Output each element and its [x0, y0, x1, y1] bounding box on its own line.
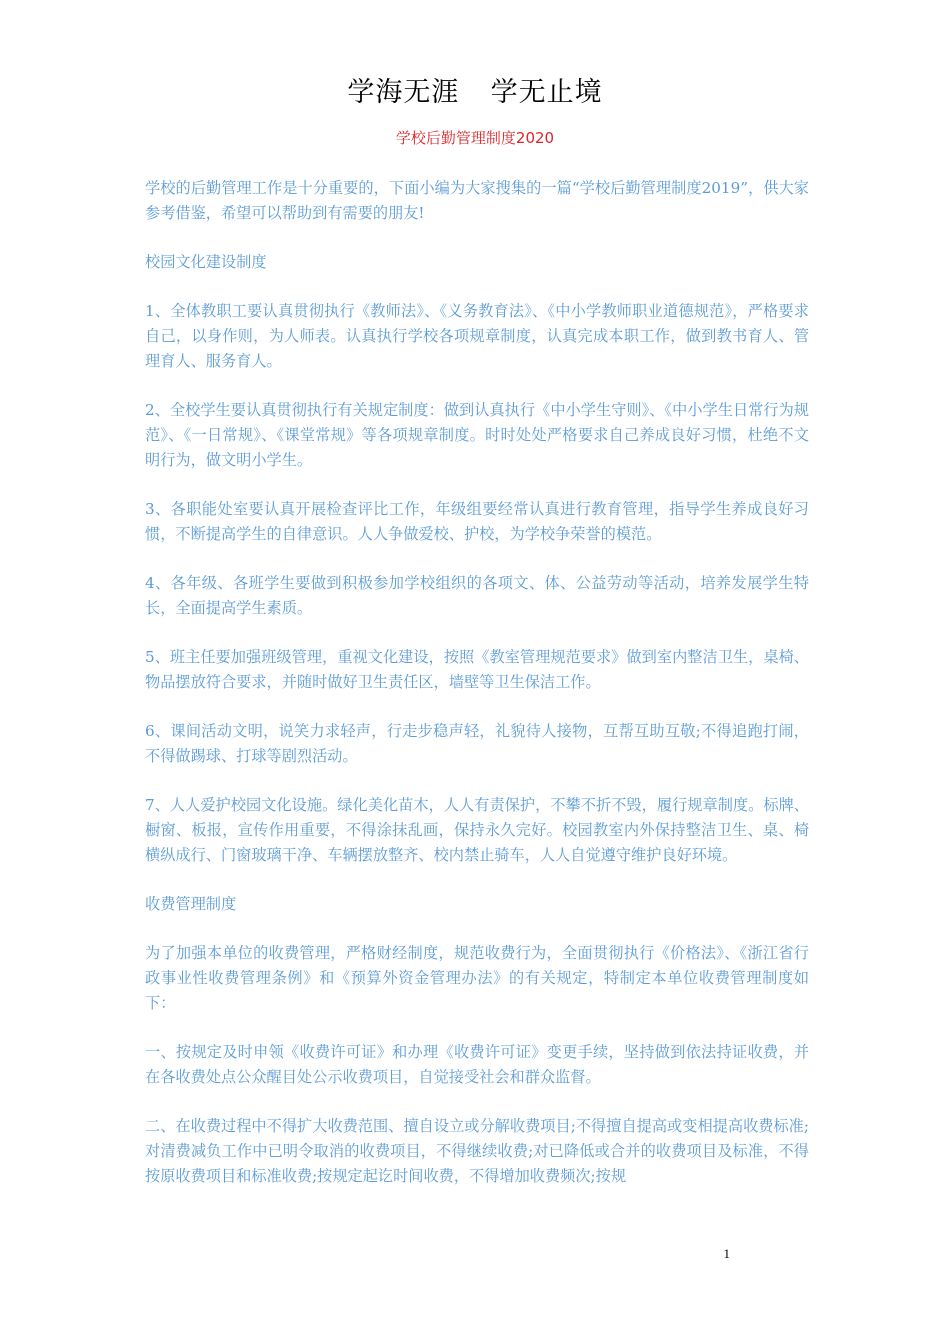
page-header-motto: 学海无涯 学无止境 [347, 77, 603, 108]
paragraph-fee-rule-2: 二、在收费过程中不得扩大收费范围、擅自设立或分解收费项目;不得擅自提高或变相提高收费标准;对清费减负工作中已明令取消的收费项目，不得继续收费;对已降低或合并的收费项目及标准，不得按原收费项目和标准收费;按规定起讫时间收费，不得增加收费频次;按规 [145, 1117, 809, 1185]
document-body [145, 176, 809, 1213]
paragraph-item-5: 5、班主任要加强班级管理，重视文化建设，按照《教室管理规范要求》做到室内整洁卫生，桌椅、物品摆放符合要求，并随时做好卫生责任区，墙壁等卫生保洁工作。 [145, 648, 809, 691]
paragraph-item-1: 1、全体教职工要认真贯彻执行《教师法》、《义务教育法》、《中小学教师职业道德规范》，严格要求自己，以身作则，为人师表。认真执行学校各项规章制度，认真完成本职工作，做到教书育人、管理育人、服务育人。 [145, 302, 809, 370]
paragraph-item-6: 6、课间活动文明，说笑力求轻声，行走步稳声轻，礼貌待人接物，互帮互助互敬;不得追跑打闹，不得做踢球、打球等剧烈活动。 [145, 722, 809, 765]
section-heading-fee-management: 收费管理制度 [145, 895, 237, 913]
paragraph-fee-rule-1: 一、按规定及时申领《收费许可证》和办理《收费许可证》变更手续，坚持做到依法持证收费，并在各收费处点公众醒目处公示收费项目，自觉接受社会和群众监督。 [145, 1043, 809, 1086]
paragraph-item-4: 4、各年级、各班学生要做到积极参加学校组织的各项文、体、公益劳动等活动，培养发展学生特长，全面提高学生素质。 [145, 574, 809, 617]
section-heading-campus-culture: 校园文化建设制度 [145, 253, 267, 271]
paragraph-fee-intro: 为了加强本单位的收费管理，严格财经制度，规范收费行为，全面贯彻执行《价格法》、《浙江省行政事业性收费管理条例》和《预算外资金管理办法》的有关规定，特制定本单位收费管理制度如下： [145, 944, 809, 1012]
paragraph-item-3: 3、各职能处室要认真开展检查评比工作，年级组要经常认真进行教育管理，指导学生养成良好习惯，不断提高学生的自律意识。人人争做爱校、护校，为学校争荣誉的模范。 [145, 500, 809, 543]
document-title: 学校后勤管理制度2020 [395, 129, 555, 147]
paragraph-item-2: 2、全校学生要认真贯彻执行有关规定制度：做到认真执行《中小学生守则》、《中小学生日常行为规范》、《一日常规》、《课堂常规》等各项规章制度。时时处处严格要求自己养成良好习惯，杜绝不文明行为，做文明小学生。 [145, 401, 809, 469]
paragraph-item-7: 7、人人爱护校园文化设施。绿化美化苗木，人人有责保护，不攀不折不毁，履行规章制度。标牌、橱窗、板报，宣传作用重要，不得涂抹乱画，保持永久完好。校园教室内外保持整洁卫生、桌、椅横纵成行、门窗玻璃干净、车辆摆放整齐、校内禁止骑车，人人自觉遵守维护良好环境。 [145, 796, 809, 864]
page-number: 1 [723, 1246, 730, 1261]
paragraph-intro: 学校的后勤管理工作是十分重要的，下面小编为大家搜集的一篇“学校后勤管理制度2019”，供大家参考借鉴，希望可以帮助到有需要的朋友! [145, 179, 809, 222]
